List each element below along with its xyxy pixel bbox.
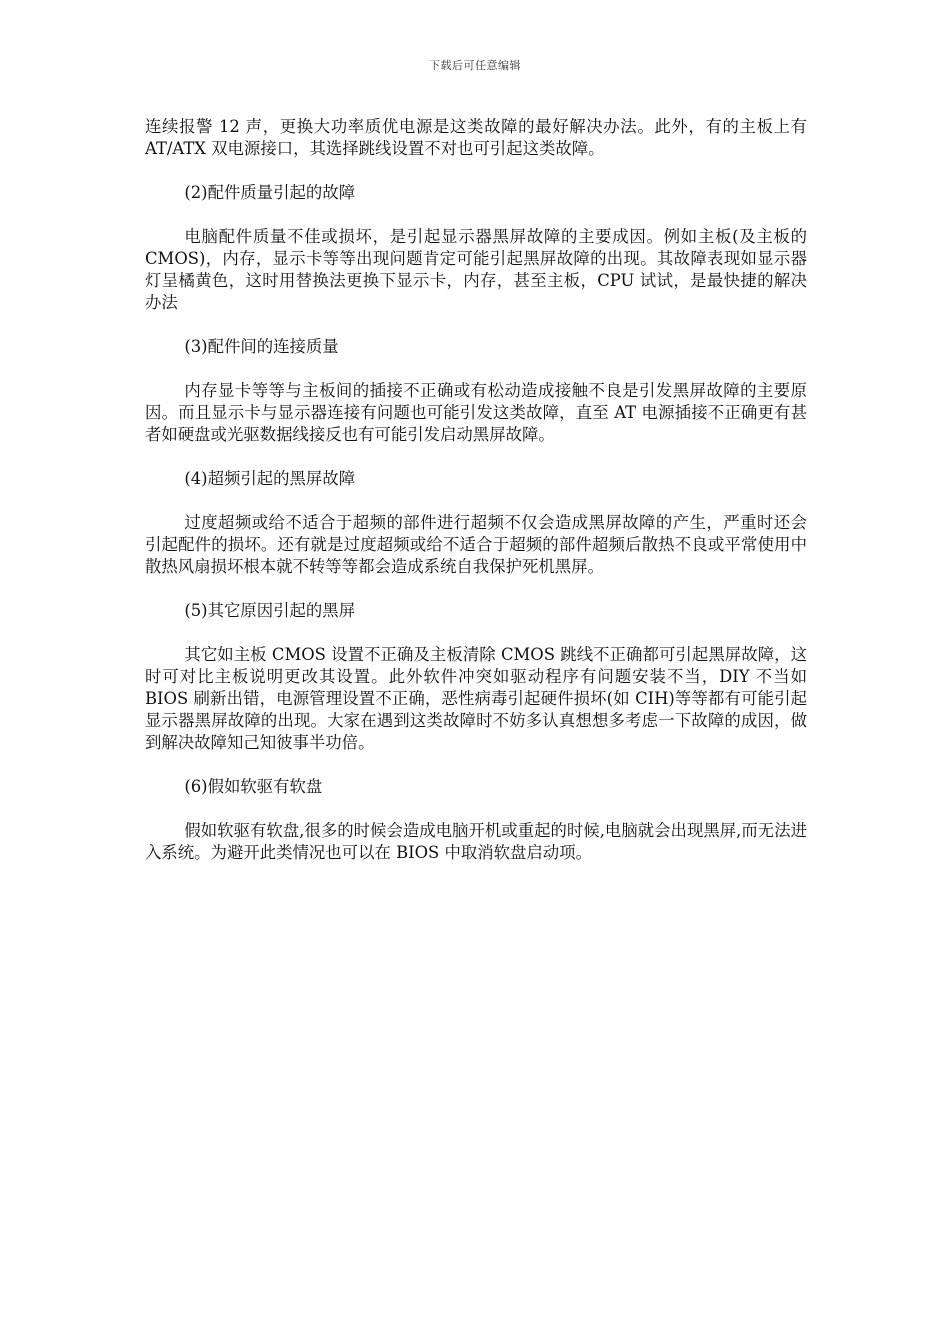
section-body-6: 假如软驱有软盘,很多的时候会造成电脑开机或重起的时候,电脑就会出现黑屏,而无法进入系统。为避开此类情况也可以在 BIOS 中取消软盘启动项。 bbox=[145, 821, 807, 862]
section-heading-3: (3)配件间的连接质量 bbox=[184, 337, 339, 356]
section-body-2: 电脑配件质量不佳或损坏，是引起显示器黑屏故障的主要成因。例如主板(及主板的 CMOS)，内存，显示卡等等出现问题肯定可能引起黑屏故障的出现。其故障表现如显示器灯呈橘黄色，这时用替换法更换下显示卡，内存，甚至主板，CPU 试试，是最快捷的解决办法 bbox=[145, 227, 807, 312]
section-body-4: 过度超频或给不适合于超频的部件进行超频不仅会造成黑屏故障的产生，严重时还会引起配件的损坏。还有就是过度超频或给不适合于超频的部件超频后散热不良或平常使用中散热风扇损坏根本就不转等等都会造成系统自我保护死机黑屏。 bbox=[145, 513, 807, 576]
document-body bbox=[145, 116, 807, 886]
section-body-5: 其它如主板 CMOS 设置不正确及主板清除 CMOS 跳线不正确都可引起黑屏故障，这时可对比主板说明更改其设置。此外软件冲突如驱动程序有问题安装不当，DIY 不当如 BIOS 刷新出错，电源管理设置不正确，恶性病毒引起硬件损坏(如 CIH)等等都有可能引起显示器黑屏故障的出现。大家在遇到这类故障时不妨多认真想想多考虑一下故障的成因，做到解决故障知己知彼事半功倍。 bbox=[145, 645, 807, 752]
page-header: 下载后可任意编辑 bbox=[429, 59, 521, 72]
section-heading-2: (2)配件质量引起的故障 bbox=[184, 183, 356, 202]
intro-paragraph: 连续报警 12 声，更换大功率质优电源是这类故障的最好解决办法。此外，有的主板上有 AT/ATX 双电源接口，其选择跳线设置不对也可引起这类故障。 bbox=[145, 117, 807, 158]
section-body-3: 内存显卡等等与主板间的插接不正确或有松动造成接触不良是引发黑屏故障的主要原因。而且显示卡与显示器连接有问题也可能引发这类故障，直至 AT 电源插接不正确更有甚者如硬盘或光驱数据线接反也有可能引发启动黑屏故障。 bbox=[145, 381, 807, 444]
section-heading-5: (5)其它原因引起的黑屏 bbox=[184, 601, 356, 620]
section-heading-4: (4)超频引起的黑屏故障 bbox=[184, 469, 356, 488]
section-heading-6: (6)假如软驱有软盘 bbox=[184, 777, 323, 796]
